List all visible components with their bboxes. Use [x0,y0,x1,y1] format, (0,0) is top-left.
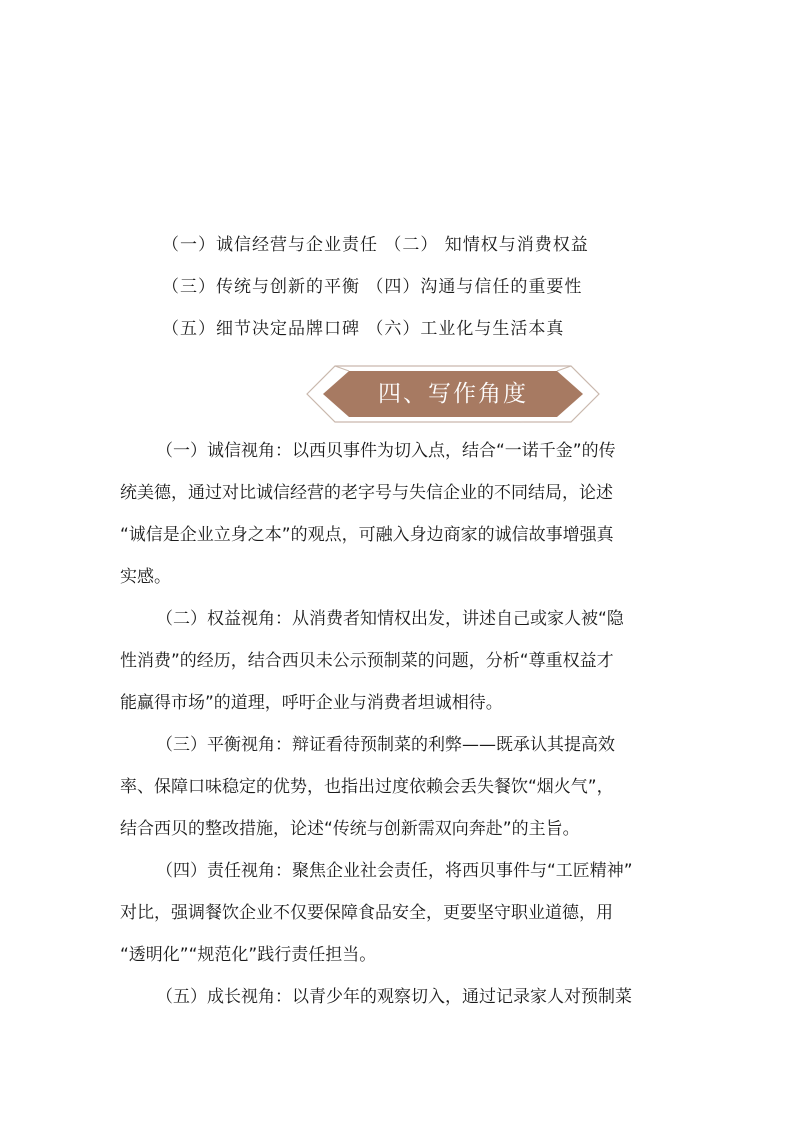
topic-line: （五）细节决定品牌口碑 （六）工业化与生活本真 [162,319,565,339]
paragraph-line: “透明化”“规范化”践行责任担当。 [120,945,377,965]
paragraph-integrity [120,430,680,598]
section-banner [305,364,601,424]
paragraph-line: （四）责任视角：聚焦企业社会责任，将西贝事件与“工匠精神” [156,861,633,881]
section-title: 四、写作角度 [378,381,528,407]
paragraph-line: 结合西贝的整改措施，论述“传统与创新需双向奔赴”的主旨。 [120,819,580,839]
paragraph-growth [120,976,680,1018]
paragraph-line: 能赢得市场”的道理，呼吁企业与消费者坦诚相待。 [120,693,503,713]
paragraph-line: 对比，强调餐饮企业不仅要保障食品安全，更要坚守职业道德，用 [120,903,613,923]
paragraph-line: 率、保障口味稳定的优势，也指出过度依赖会丢失餐饮“烟火气”， [120,777,614,797]
paragraph-line: （一）诚信视角：以西贝事件为切入点，结合“一诺千金”的传 [156,441,616,461]
paragraph-line: （五）成长视角：以青少年的观察切入，通过记录家人对预制菜 [156,987,632,1007]
paragraph-line: 实感。 [120,567,171,587]
paragraph-balance [120,724,680,850]
paragraph-responsibility [120,850,680,976]
paragraph-line: 性消费”的经历，结合西贝未公示预制菜的问题，分析“尊重权益才 [120,651,614,671]
paragraph-rights [120,598,680,724]
topic-line: （一）诚信经营与企业责任 （二） 知情权与消费权益 [162,235,589,255]
paragraph-line: 统美德，通过对比诚信经营的老字号与失信企业的不同结局，论述 [120,483,613,503]
paragraph-line: “诚信是企业立身之本”的观点，可融入身边商家的诚信故事增强真 [120,525,614,545]
paragraph-line: （二）权益视角：从消费者知情权出发，讲述自己或家人被“隐 [156,609,624,629]
paragraph-line: （三）平衡视角：辩证看待预制菜的利弊——既承认其提高效 [156,735,615,755]
topic-line: （三）传统与创新的平衡 （四）沟通与信任的重要性 [162,277,583,297]
